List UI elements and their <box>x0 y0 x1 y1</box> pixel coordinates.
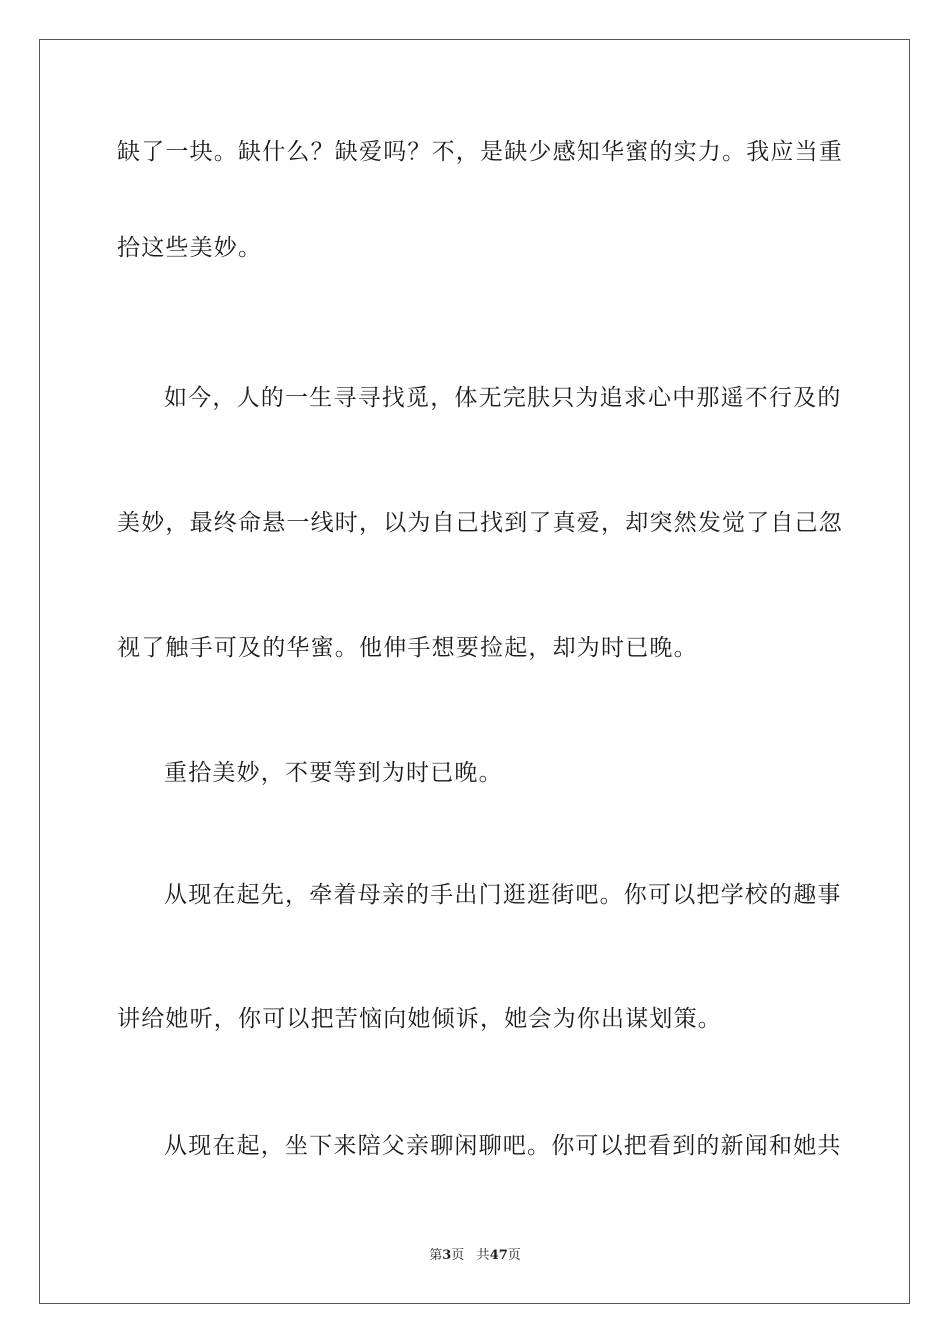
text-line: 讲给她听，你可以把苦恼向她倾诉，她会为你出谋划策。 <box>117 1006 722 1032</box>
page-prefix: 第 <box>429 1248 443 1263</box>
text-line: 视了触手可及的华蜜。他伸手想要捡起，却为时已晚。 <box>117 635 698 661</box>
page-frame <box>39 39 910 1304</box>
page-suffix: 页 <box>451 1248 465 1263</box>
paragraph-line: 从现在起先，牵着母亲的手出门逛逛街吧。你可以把学校的趣事 <box>164 882 842 908</box>
page-footer <box>0 1247 950 1265</box>
text-line: 拾这些美妙。 <box>117 235 263 261</box>
total-prefix: 共 <box>476 1248 490 1263</box>
total-pages: 47 <box>489 1248 508 1263</box>
text-line: 缺了一块。缺什么？缺爱吗？不，是缺少感知华蜜的实力。我应当重 <box>117 139 843 165</box>
text-line: 美妙，最终命悬一线时，以为自己找到了真爱，却突然发觉了自己忽 <box>117 510 843 536</box>
paragraph-line: 重拾美妙，不要等到为时已晚。 <box>164 760 503 786</box>
paragraph-line: 从现在起，坐下来陪父亲聊闲聊吧。你可以把看到的新闻和她共 <box>164 1133 842 1159</box>
paragraph-line: 如今，人的一生寻寻找觅，体无完肤只为追求心中那遥不行及的 <box>164 385 842 411</box>
page-number: 3 <box>442 1248 452 1263</box>
total-suffix: 页 <box>507 1248 521 1263</box>
